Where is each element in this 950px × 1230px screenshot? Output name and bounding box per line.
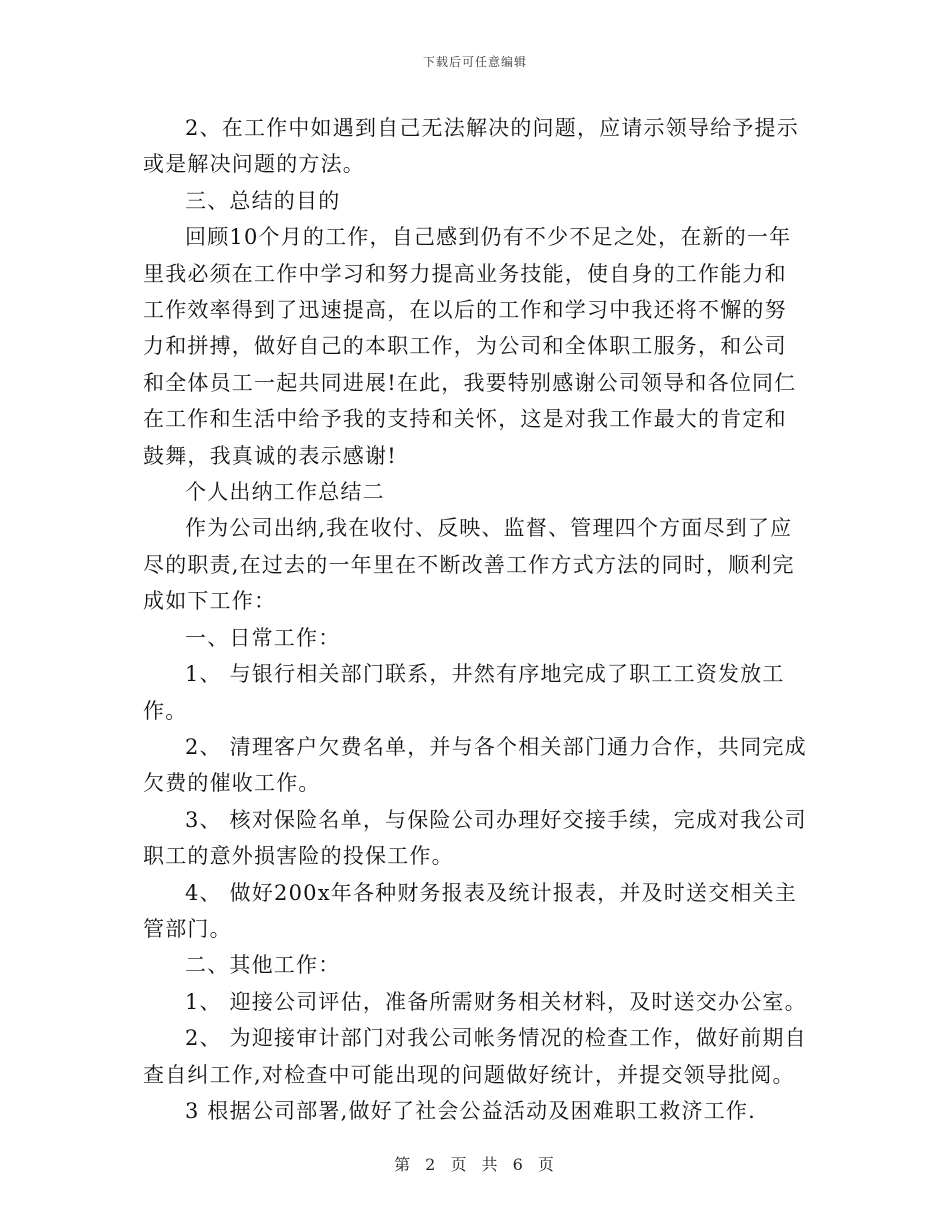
section-heading-other-work: 二、其他工作：: [185, 953, 341, 978]
paragraph-review: 回顾10个月的工作，自己感到仍有不少不足之处，在新的一年里我必须在工作中学习和努力提高业务技能，使自身的工作能力和工作效率得到了迅速提高，在以后的工作和学习中我还将不懈的努力和拼搏，做好自己的本职工作，为公司和全体职工服务，和公司和全体员工一起共同进展!在此，我要特别感谢公司领导和各位同仁在工作和生活中给予我的支持和关怀，这是对我工作最大的肯定和鼓舞，我真诚的表示感谢!: [143, 225, 797, 468]
section-heading-purpose: 三、总结的目的: [185, 188, 341, 213]
list-item-daily-4: 4、 做好200x年各种财务报表及统计报表，并及时送交相关主管部门。: [143, 880, 797, 941]
list-item-daily-3: 3、 核对保险名单，与保险公司办理好交接手续，完成对我公司职工的意外损害险的投保工作。: [143, 807, 807, 869]
page-header-note: 下载后可任意编辑: [422, 55, 527, 69]
list-item-daily-2: 2、 清理客户欠费名单，并与各个相关部门通力合作，共同完成欠费的催收工作。: [143, 734, 807, 796]
list-item-other-2: 2、 为迎接审计部门对我公司帐务情况的检查工作，做好前期自查自纠工作,对检查中可能出现的问题做好统计，并提交领导批阅。: [143, 1026, 807, 1087]
paragraph-item-2-note: 2、在工作中如遇到自己无法解决的问题，应请示领导给予提示或是解决问题的方法。: [143, 116, 799, 177]
list-item-other-1: 1、 迎接公司评估，准备所需财务相关材料，及时送交办公室。: [185, 989, 807, 1014]
list-item-other-3: 3 根据公司部署,做好了社会公益活动及困难职工救济工作.: [185, 1098, 756, 1123]
paragraph-intro: 作为公司出纳,我在收付、反映、监督、管理四个方面尽到了应尽的职责,在过去的一年里在不断改善工作方式方法的同时，顺利完成如下工作：: [143, 516, 795, 614]
section-title-summary-two: 个人出纳工作总结二: [185, 480, 385, 505]
list-item-daily-1: 1、 与银行相关部门联系，井然有序地完成了职工工资发放工作。: [143, 662, 785, 723]
page-number-footer: 第 2 页 共 6 页: [394, 1155, 556, 1174]
section-heading-daily-work: 一、日常工作：: [185, 625, 341, 650]
document-body: [143, 110, 808, 1129]
